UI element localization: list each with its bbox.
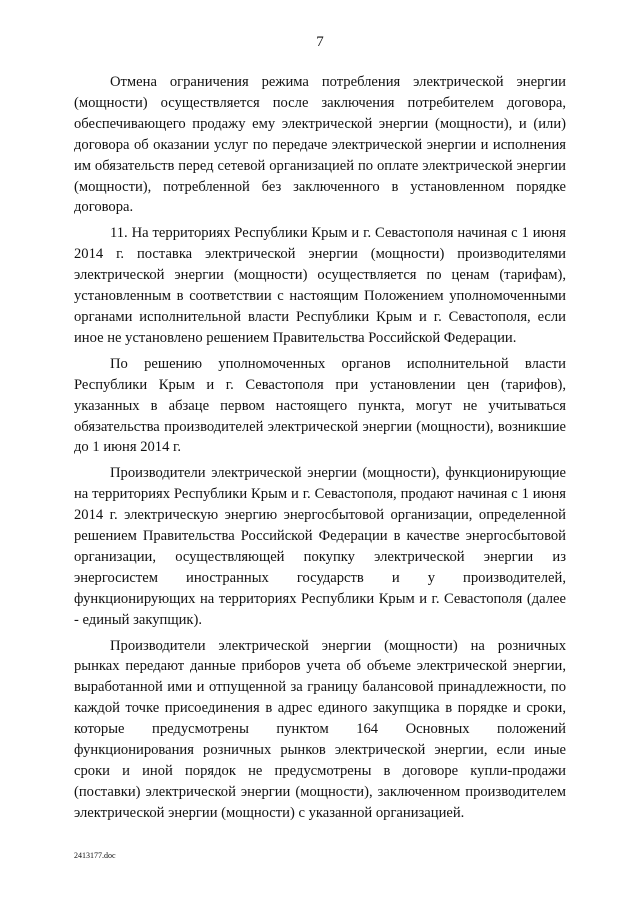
- page-number: 7: [316, 34, 324, 50]
- paragraph: По решению уполномоченных органов исполнительной власти Республики Крым и г. Севастополя при установлении цен (тарифов), указанных в абзаце первом настоящего пункта, могут не учитываться обязательства производителей электрической энергии (мощности), возникшие до 1 июня 2014 г.: [74, 355, 566, 456]
- footer-filename: 2413177.doc: [74, 851, 116, 860]
- document-body: [74, 72, 566, 829]
- paragraph: Производители электрической энергии (мощности), функционирующие на территориях Республики Крым и г. Севастополя, продают начиная с 1 июня 2014 г. электрическую энергию энергосбытовой организации, определенной решением Правительства Российской Федерации в качестве энергосбытовой организации, осуществляющей покупку электрической энергии из энергосистем иностранных государств и у производителей, функционирующих на территориях Республики Крым и г. Севастополя (далее - единый закупщик).: [74, 465, 566, 628]
- paragraph: 11. На территориях Республики Крым и г. Севастополя начиная с 1 июня 2014 г. поставка электрической энергии (мощности) производителями электрической энергии (мощности) осуществляется по ценам (тарифам), установленным в соответствии с настоящим Положением уполномоченными органами исполнительной власти Республики Крым и г. Севастополя, если иное не установлено решением Правительства Российской Федерации.: [74, 225, 566, 346]
- paragraph: Отмена ограничения режима потребления электрической энергии (мощности) осуществляется после заключения потребителем договора, обеспечивающего продажу ему электрической энергии (мощности), и (или) договора об оказании услуг по передаче электрической энергии и исполнения им обязательств перед сетевой организацией по оплате электрической энергии (мощности), потребленной без заключенного в установленном порядке договора.: [74, 74, 566, 216]
- paragraph: Производители электрической энергии (мощности) на розничных рынках передают данные приборов учета об объеме электрической энергии, выработанной ими и отпущенной за границу балансовой принадлежности, по каждой точке присоединения в адрес единого закупщика в порядке и сроки, которые предусмотрены пунктом 164 Основных положений функционирования розничных рынков электрической энергии, если иные сроки и иной порядок не предусмотрены в договоре купли-продажи (поставки) электрической энергии (мощности), заключенном производителем электрической энергии (мощности) с указанной организацией.: [74, 637, 566, 821]
